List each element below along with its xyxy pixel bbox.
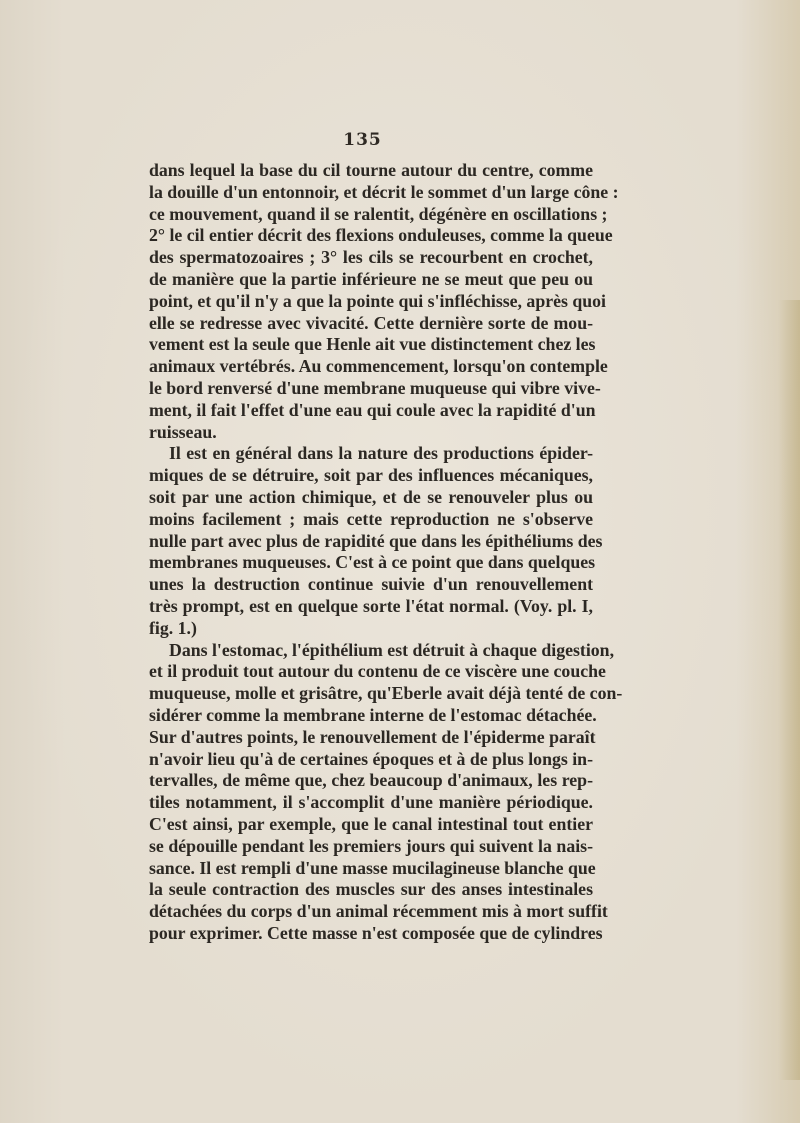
text-line: fig. 1.): [149, 617, 197, 638]
text-line: détachées du corps d'un animal récemment mis à mort suffit: [149, 901, 608, 922]
text-line: pour exprimer. Cette masse n'est composée que de cylindres: [149, 922, 603, 943]
text-line: elle se redresse avec vivacité. Cette dernière sorte de mou-: [149, 312, 593, 333]
text-line: sance. Il est rempli d'une masse mucilagineuse blanche que: [149, 857, 596, 878]
text-line: la seule contraction des muscles sur des anses intestinales: [149, 879, 593, 900]
text-line: ruisseau.: [149, 421, 217, 442]
page-number: 135: [343, 130, 382, 150]
text-line: dans lequel la base du cil tourne autour du centre, comme: [149, 160, 593, 180]
text-line: n'avoir lieu qu'à de certaines époques et à de plus longs in-: [149, 748, 593, 769]
text-line: unes la destruction continue suivie d'un renouvellement: [149, 574, 593, 595]
text-line: membranes muqueuses. C'est à ce point que dans quelques: [149, 552, 596, 573]
paragraph-start-line: Dans l'estomac, l'épithélium est détruit à chaque digestion,: [169, 639, 615, 660]
text-line: le bord renversé d'une membrane muqueuse qui vibre vive-: [149, 377, 601, 398]
text-line: moins facilement ; mais cette reproduction ne s'observe: [149, 508, 593, 529]
body-text: [149, 160, 623, 945]
text-line: soit par une action chimique, et de se renouveler plus ou: [149, 486, 593, 507]
text-line: C'est ainsi, par exemple, que le canal intestinal tout entier: [149, 813, 593, 834]
text-line: sidérer comme la membrane interne de l'estomac détachée.: [149, 704, 597, 725]
text-line: muqueuse, molle et grisâtre, qu'Eberle avait déjà tenté de con-: [149, 683, 623, 704]
text-line: animaux vertébrés. Au commencement, lorsqu'on contemple: [149, 356, 608, 377]
text-line: 2° le cil entier décrit des flexions onduleuses, comme la queue: [149, 225, 613, 246]
text-line: se dépouille pendant les premiers jours qui suivent la nais-: [149, 835, 593, 856]
text-line: miques de se détruire, soit par des influences mécaniques,: [149, 465, 593, 486]
paragraph-start-line: Il est en général dans la nature des productions épider-: [169, 443, 593, 464]
text-line: tiles notamment, il s'accomplit d'une manière périodique.: [149, 792, 593, 813]
text-line: et il produit tout autour du contenu de ce viscère une couche: [149, 661, 606, 682]
text-line: vement est la seule que Henle ait vue distinctement chez les: [149, 334, 596, 355]
text-line: point, et qu'il n'y a que la pointe qui s'infléchisse, après quoi: [149, 290, 606, 311]
text-line: la douille d'un entonnoir, et décrit le sommet d'un large cône :: [149, 181, 619, 202]
text-line: ment, il fait l'effet d'une eau qui coule avec la rapidité d'un: [149, 399, 596, 420]
text-line: ce mouvement, quand il se ralentit, dégénère en oscillations ;: [149, 203, 608, 224]
text-line: nulle part avec plus de rapidité que dans les épithéliums des: [149, 530, 603, 551]
text-line: Sur d'autres points, le renouvellement de l'épiderme paraît: [149, 726, 596, 747]
text-line: très prompt, est en quelque sorte l'état normal. (Voy. pl. I,: [149, 595, 593, 616]
text-line: tervalles, de même que, chez beaucoup d'animaux, les rep-: [149, 770, 593, 791]
text-line: des spermatozoaires ; 3° les cils se recourbent en crochet,: [149, 247, 593, 268]
page-edge-stain: [778, 300, 800, 1080]
text-line: de manière que la partie inférieure ne se meut que peu ou: [149, 268, 593, 289]
